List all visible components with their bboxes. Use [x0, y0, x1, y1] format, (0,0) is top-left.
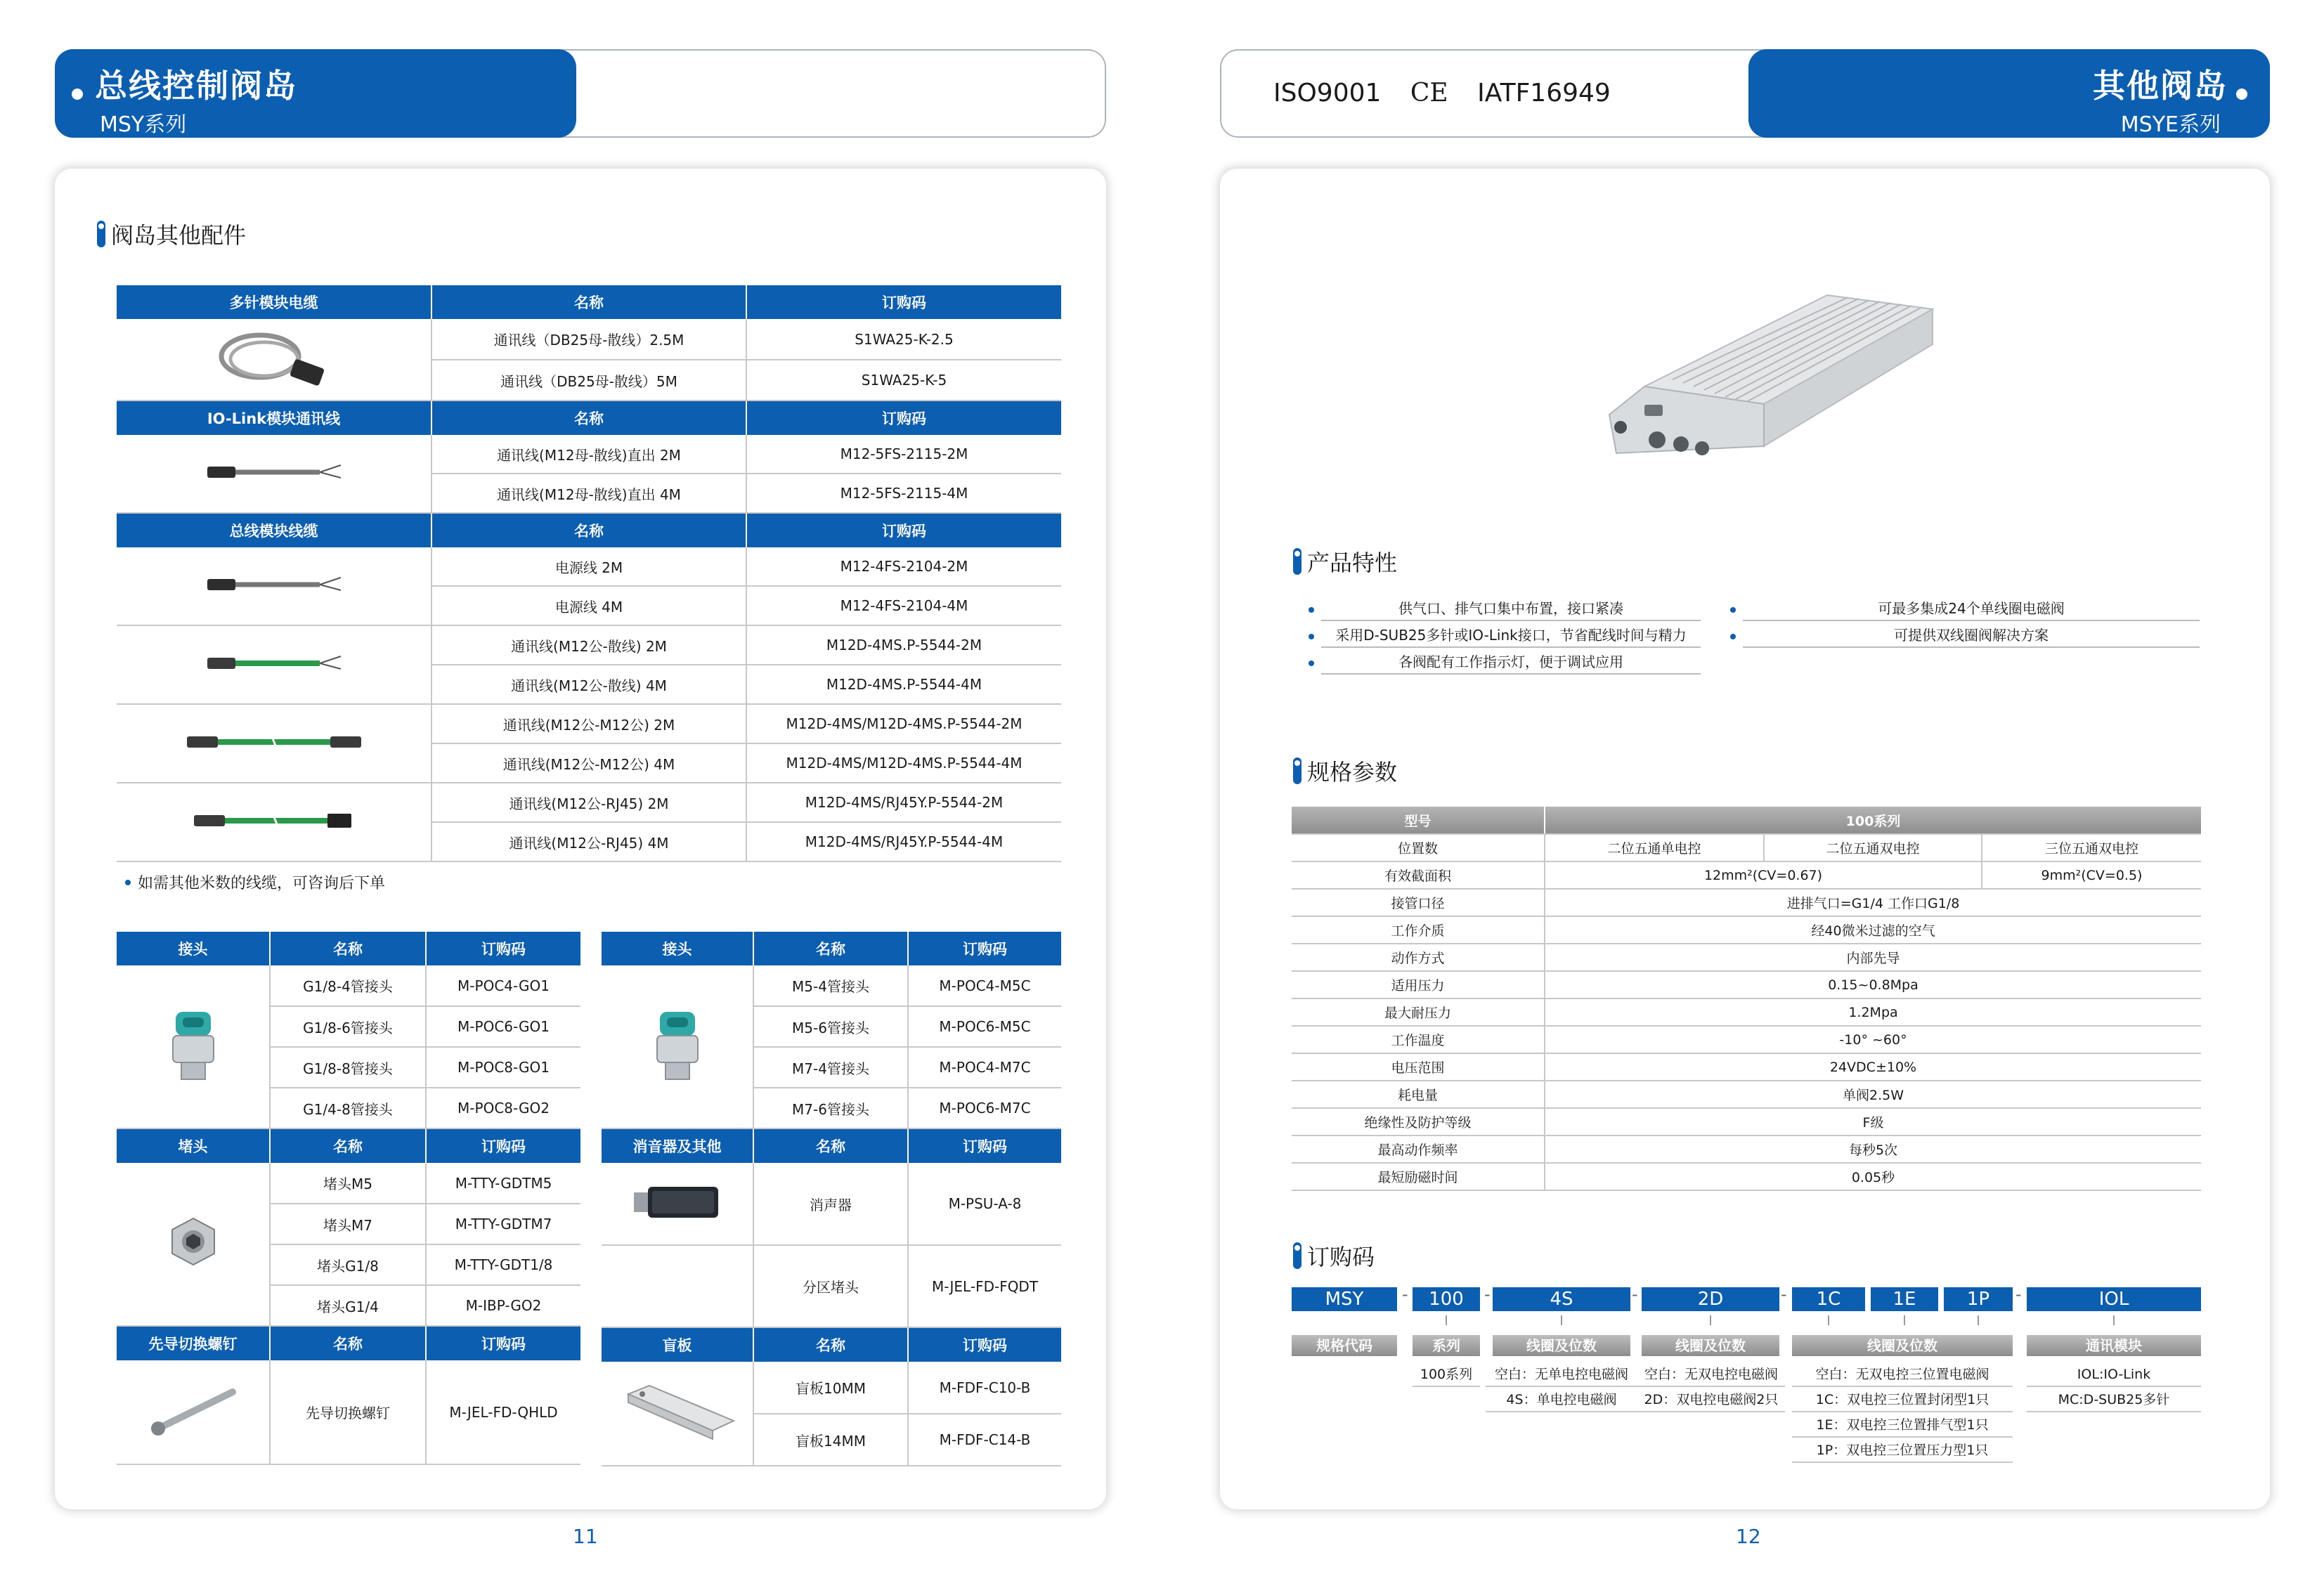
code-1p: 1P — [1944, 1287, 2013, 1311]
spec-label: 最短励磁时间 — [1292, 1163, 1545, 1190]
table-row — [1292, 971, 2201, 998]
spec-label: 最高动作频率 — [1292, 1135, 1545, 1163]
header-cell: 订购码 — [908, 1327, 1061, 1362]
valve-island-image — [1595, 281, 1961, 492]
cell-name: 电源线 2M — [431, 547, 746, 586]
cell-name: M7-6管接头 — [753, 1088, 908, 1128]
cell-name: G1/8-8管接头 — [270, 1047, 426, 1088]
table-header — [602, 1128, 1061, 1163]
table-header — [117, 401, 1061, 435]
header-cell: 接头 — [602, 932, 753, 965]
cell-code: M12D-4MS/RJ45Y.P-5544-2M — [746, 783, 1061, 822]
cable-table — [117, 285, 1061, 862]
table-header — [117, 932, 580, 965]
cell-code: M-FDF-C10-B — [908, 1362, 1061, 1414]
cell-name: 通讯线（DB25母-散线）2.5M — [431, 319, 746, 360]
order-option: MC:D-SUB25多针 — [2027, 1387, 2201, 1412]
header-cell: 名称 — [431, 285, 746, 319]
table-row — [1292, 1108, 2201, 1135]
cell-name: 堵头G1/4 — [270, 1285, 426, 1326]
cell-code: M-TTY-GDTM7 — [426, 1204, 580, 1244]
spec-value: -10° ~60° — [1545, 1026, 2201, 1053]
separator: - — [2015, 1284, 2022, 1304]
order-option: 4S：单电控电磁阀 — [1486, 1387, 1637, 1412]
cell-name: G1/8-6管接头 — [270, 1006, 426, 1047]
spec-label: 位置数 — [1292, 834, 1545, 861]
table-header — [117, 513, 1061, 547]
left-section-title: 阀岛其他配件 — [97, 218, 246, 250]
cell-name: 通讯线（DB25母-散线）5M — [431, 360, 746, 401]
cell-code: M-FDF-C14-B — [908, 1414, 1061, 1466]
pilot-screw-image — [117, 1360, 270, 1464]
cell-code: M-TTY-GDTM5 — [426, 1163, 580, 1204]
table-row — [117, 435, 1061, 474]
separator: - — [1402, 1284, 1408, 1304]
header-cell: 名称 — [431, 513, 746, 547]
order-option: 空白：无双电控电磁阀 — [1637, 1362, 1785, 1387]
spec-value: 经40微米过滤的空气 — [1545, 916, 2201, 944]
cell-name: 电源线 4M — [431, 586, 746, 625]
cell-name: 盲板14MM — [753, 1414, 908, 1466]
bullet-icon — [72, 89, 83, 100]
cable-icon — [190, 807, 358, 835]
spec-label: 电压范围 — [1292, 1053, 1545, 1081]
push-fitting-icon — [646, 1006, 709, 1083]
spec-value: 9mm²(CV=0.5) — [1982, 861, 2201, 889]
spec-label: 适用压力 — [1292, 971, 1545, 998]
section-marker-icon — [1293, 1242, 1301, 1269]
spec-label: 绝缘性及防护等级 — [1292, 1108, 1545, 1135]
arrow-icon — [2113, 1315, 2115, 1325]
header-cell: 名称 — [753, 932, 908, 965]
spec-value: 24VDC±10% — [1545, 1053, 2201, 1081]
order-option: 2D：双电控电磁阀2只 — [1637, 1387, 1785, 1412]
spec-label: 耗电量 — [1292, 1081, 1545, 1108]
label-spec-code: 规格代码 — [1292, 1335, 1397, 1356]
order-option: 100系列 — [1413, 1362, 1480, 1387]
cell-code: M-TTY-GDT1/8 — [426, 1244, 580, 1285]
cell-name: 通讯线(M12公-散线) 2M — [431, 625, 746, 665]
plug-icon — [165, 1214, 221, 1270]
header-cell: 消音器及其他 — [602, 1128, 753, 1163]
table-header — [117, 1326, 580, 1360]
table-row — [117, 1360, 580, 1464]
cell-name: M5-4管接头 — [753, 965, 908, 1006]
power-cable-image — [117, 547, 431, 625]
cell-code: M-JEL-FD-QHLD — [426, 1360, 580, 1464]
right-header-subtitle: MSYE系列 — [2120, 112, 2221, 137]
table-row — [1292, 1053, 2201, 1081]
feature-item: 采用D-SUB25多针或IO-Link接口，节省配线时间与精力 — [1321, 623, 1701, 648]
table-row — [117, 704, 1061, 743]
iolink-cable-image — [117, 435, 431, 513]
cell-code: M-POC6-GO1 — [426, 1006, 580, 1047]
table-row — [117, 1163, 580, 1204]
header-cell: 订购码 — [746, 285, 1061, 319]
silencer-icon — [628, 1181, 727, 1223]
cell-code: M-POC4-M5C — [908, 965, 1061, 1006]
left-header-subtitle: MSY系列 — [100, 112, 187, 137]
cell-code: M12-4FS-2104-2M — [746, 547, 1061, 586]
cell-code: M-POC6-M7C — [908, 1088, 1061, 1128]
push-fitting-icon — [162, 1006, 225, 1083]
cell-code: M12D-4MS.P-5544-4M — [746, 665, 1061, 704]
cable-coil-icon — [204, 323, 344, 393]
cell-name: M7-4管接头 — [753, 1047, 908, 1088]
header-cell: 订购码 — [426, 1128, 580, 1163]
section-marker-icon — [1293, 548, 1301, 575]
separator: - — [1781, 1284, 1787, 1304]
left-header-title: 总线控制阀岛 — [95, 67, 298, 105]
code-1e: 1E — [1871, 1287, 1938, 1311]
label-comm: 通讯模块 — [2027, 1335, 2201, 1356]
table-row — [1292, 1081, 2201, 1108]
header-cell: IO-Link模块通讯线 — [117, 401, 431, 435]
table-row — [1292, 1026, 2201, 1053]
bullet-icon — [1309, 660, 1314, 666]
cell-code: M-POC8-GO2 — [426, 1088, 580, 1128]
cell-name: 分区堵头 — [753, 1245, 908, 1327]
spec-value: 内部先导 — [1545, 944, 2201, 971]
bullet-icon — [1309, 607, 1314, 613]
table-row — [1292, 889, 2201, 916]
cell-code: M12-5FS-2115-4M — [746, 474, 1061, 513]
db25-cable-image — [117, 319, 431, 401]
spec-value: F级 — [1545, 1108, 2201, 1135]
header-cell: 名称 — [270, 1326, 426, 1360]
right-header — [1220, 49, 2270, 138]
cert-iatf: IATF16949 — [1477, 79, 1611, 108]
code-1c: 1C — [1792, 1287, 1865, 1311]
cell-code: M-IBP-GO2 — [426, 1285, 580, 1326]
cell-name: 通讯线(M12母-散线)直出 2M — [431, 435, 746, 474]
spec-label: 有效截面积 — [1292, 861, 1545, 889]
cell-name: 通讯线(M12公-M12公) 2M — [431, 704, 746, 743]
cell-code: M-POC8-GO1 — [426, 1047, 580, 1088]
table-row — [1292, 834, 2201, 861]
cell-name: 通讯线(M12公-RJ45) 2M — [431, 783, 746, 822]
cable-icon — [200, 571, 348, 599]
cell-code: M12-5FS-2115-2M — [746, 435, 1061, 474]
cell-code: M-POC4-GO1 — [426, 965, 580, 1006]
label-coil-4s: 线圈及位数 — [1493, 1335, 1630, 1356]
cell-name: 盲板10MM — [753, 1362, 908, 1414]
header-cell: 订购码 — [746, 513, 1061, 547]
table-header — [602, 932, 1061, 965]
code-msy: MSY — [1292, 1287, 1397, 1311]
page-number-right: 12 — [1736, 1525, 1761, 1548]
label-coil-3pos: 线圈及位数 — [1792, 1335, 2013, 1356]
cell-code: M-JEL-FD-FQDT — [908, 1245, 1061, 1327]
partition-plug-blank — [602, 1245, 753, 1327]
header-cell: 名称 — [270, 1128, 426, 1163]
cell-code: M12D-4MS/M12D-4MS.P-5544-2M — [746, 704, 1061, 743]
cable-icon — [200, 458, 348, 486]
bullet-icon — [1730, 634, 1736, 639]
cell-code: M-PSU-A-8 — [908, 1163, 1061, 1245]
spec-value: 二位五通单电控 — [1545, 834, 1764, 861]
table-row — [602, 1163, 1061, 1245]
spec-value: 0.15~0.8Mpa — [1545, 971, 2201, 998]
cable-note: 如需其他米数的线缆，可咨询后下单 — [125, 871, 385, 893]
separator: - — [1484, 1284, 1491, 1304]
table-row — [602, 1362, 1061, 1414]
code-4s: 4S — [1493, 1287, 1630, 1311]
arrow-icon — [1561, 1315, 1562, 1325]
left-header-band — [55, 49, 576, 138]
code-iol: IOL — [2027, 1287, 2201, 1311]
spec-value: 12mm²(CV=0.67) — [1545, 861, 1982, 889]
header-cell: 订购码 — [746, 401, 1061, 435]
spec-value: 三位五通双电控 — [1982, 834, 2201, 861]
header-cell: 多针模块电缆 — [117, 285, 431, 319]
cell-name: 先导切换螺钉 — [270, 1360, 426, 1464]
cert-iso: ISO9001 — [1273, 79, 1382, 108]
table-header — [117, 1128, 580, 1163]
label-series: 系列 — [1413, 1335, 1480, 1356]
label-coil-2d: 线圈及位数 — [1642, 1335, 1779, 1356]
left-header — [55, 49, 1106, 138]
table-row — [602, 965, 1061, 1006]
spec-value: 进排气口=G1/4 工作口G1/8 — [1545, 889, 2201, 916]
table-header — [602, 1327, 1061, 1362]
plug-image — [117, 1163, 270, 1326]
cell-name: 堵头G1/8 — [270, 1244, 426, 1285]
order-option: 空白：无单电控电磁阀 — [1486, 1362, 1637, 1387]
cell-name: 通讯线(M12公-M12公) 4M — [431, 743, 746, 783]
page-number-left: 11 — [573, 1525, 598, 1548]
table-row — [602, 1245, 1061, 1327]
cell-code: M12-4FS-2104-4M — [746, 586, 1061, 625]
spec-header — [1292, 807, 2201, 834]
feature-item: 可提供双线圈阀解决方案 — [1743, 623, 2200, 648]
spec-value: 0.05秒 — [1545, 1163, 2201, 1190]
header-cell: 堵头 — [117, 1128, 270, 1163]
code-2d: 2D — [1642, 1287, 1779, 1311]
cell-name: G1/8-4管接头 — [270, 965, 426, 1006]
bullet-icon — [1730, 607, 1736, 613]
arrow-icon — [1710, 1315, 1711, 1325]
header-cell: 先导切换螺钉 — [117, 1326, 270, 1360]
arrow-icon — [1904, 1315, 1905, 1325]
code-series: 100 — [1413, 1287, 1480, 1311]
blank-plate-image — [602, 1362, 753, 1466]
cell-code: M12D-4MS.P-5544-2M — [746, 625, 1061, 665]
header-cell: 名称 — [270, 932, 426, 965]
cell-name: 堵头M7 — [270, 1204, 426, 1244]
cell-name: 通讯线(M12公-散线) 4M — [431, 665, 746, 704]
spec-value: 单阀2.5W — [1545, 1081, 2201, 1108]
order-option: 空白：无双电控三位置电磁阀 — [1792, 1362, 2013, 1387]
cell-name: 堵头M5 — [270, 1163, 426, 1204]
header-cell: 名称 — [431, 401, 746, 435]
feature-item: 各阀配有工作指示灯，便于调试应用 — [1321, 649, 1701, 675]
blank-plate-icon — [614, 1380, 741, 1443]
spec-table — [1292, 807, 2201, 1191]
order-option: 1C：双电控三位置封闭型1只 — [1792, 1387, 2013, 1412]
table-row — [117, 965, 580, 1006]
cert-row — [1273, 79, 1611, 108]
header-cell: 订购码 — [908, 932, 1061, 965]
cell-name: M5-6管接头 — [753, 1006, 908, 1047]
right-header-band — [1748, 49, 2270, 138]
spec-value: 1.2Mpa — [1545, 998, 2201, 1026]
m12-m12-cable-image — [117, 704, 431, 783]
cell-name: 通讯线(M12公-RJ45) 4M — [431, 822, 746, 861]
header-cell: 100系列 — [1545, 807, 2201, 834]
cell-code: M12D-4MS/RJ45Y.P-5544-4M — [746, 822, 1061, 861]
spec-value: 二位五通双电控 — [1764, 834, 1982, 861]
bullet-icon — [125, 880, 131, 885]
order-option: 1E：双电控三位置排气型1只 — [1792, 1412, 2013, 1438]
header-cell: 订购码 — [908, 1128, 1061, 1163]
cell-code: M-POC6-M5C — [908, 1006, 1061, 1047]
spec-label: 接管口径 — [1292, 889, 1545, 916]
right-header-title: 其他阀岛 — [2093, 67, 2228, 105]
header-cell: 接头 — [117, 932, 270, 965]
table-row — [1292, 1163, 2201, 1190]
header-cell: 订购码 — [426, 932, 580, 965]
table-row — [1292, 916, 2201, 944]
push-fitting-image — [602, 965, 753, 1128]
section-marker-icon — [1293, 757, 1301, 784]
bullet-icon — [2236, 89, 2247, 100]
table-row — [117, 319, 1061, 360]
cert-ce: CE — [1410, 79, 1448, 108]
spec-label: 最大耐压力 — [1292, 998, 1545, 1026]
cell-name: G1/4-8管接头 — [270, 1088, 426, 1128]
header-cell: 名称 — [753, 1128, 908, 1163]
cable-icon — [200, 649, 348, 677]
feature-item: 供气口、排气口集中布置，接口紧凑 — [1321, 596, 1701, 621]
header-cell: 名称 — [753, 1327, 908, 1362]
arrow-icon — [1446, 1315, 1447, 1325]
header-cell: 型号 — [1292, 807, 1545, 834]
header-cell: 总线模块线缆 — [117, 513, 431, 547]
table-row — [117, 547, 1061, 586]
feature-item: 可最多集成24个单线圈电磁阀 — [1743, 596, 2200, 621]
bullet-icon — [1309, 634, 1314, 639]
cell-name: 消声器 — [753, 1163, 908, 1245]
fitting-table-right — [602, 932, 1061, 1466]
fitting-table-left — [117, 932, 580, 1465]
m12-rj45-cable-image — [117, 783, 431, 861]
spec-title: 规格参数 — [1293, 755, 1397, 787]
arrow-icon — [1978, 1315, 1979, 1325]
cell-code: M-POC4-M7C — [908, 1047, 1061, 1088]
order-option: IOL:IO-Link — [2027, 1362, 2201, 1387]
table-row — [1292, 998, 2201, 1026]
table-header — [117, 285, 1061, 319]
section-marker-icon — [97, 221, 105, 247]
m12-open-cable-image — [117, 625, 431, 704]
header-cell: 盲板 — [602, 1327, 753, 1362]
header-cell: 订购码 — [426, 1326, 580, 1360]
push-fitting-image — [117, 965, 270, 1128]
cable-icon — [183, 728, 365, 756]
spec-value: 每秒5次 — [1545, 1135, 2201, 1163]
silencer-image — [602, 1163, 753, 1245]
cell-code: S1WA25-K-5 — [746, 360, 1061, 401]
table-row — [1292, 861, 2201, 889]
features-title: 产品特性 — [1293, 545, 1397, 578]
cell-name: 通讯线(M12母-散线)直出 4M — [431, 474, 746, 513]
screw-icon — [144, 1382, 242, 1438]
table-row — [1292, 944, 2201, 971]
table-row — [1292, 1135, 2201, 1163]
spec-label: 工作介质 — [1292, 916, 1545, 944]
table-row — [117, 783, 1061, 822]
order-option: 1P：双电控三位置压力型1只 — [1792, 1438, 2013, 1463]
cell-code: S1WA25-K-2.5 — [746, 319, 1061, 360]
separator: - — [1632, 1284, 1638, 1304]
spec-label: 工作温度 — [1292, 1026, 1545, 1053]
spec-label: 动作方式 — [1292, 944, 1545, 971]
order-title: 订购码 — [1293, 1239, 1375, 1272]
table-row — [117, 625, 1061, 665]
cell-code: M12D-4MS/M12D-4MS.P-5544-4M — [746, 743, 1061, 783]
arrow-icon — [1828, 1315, 1829, 1325]
